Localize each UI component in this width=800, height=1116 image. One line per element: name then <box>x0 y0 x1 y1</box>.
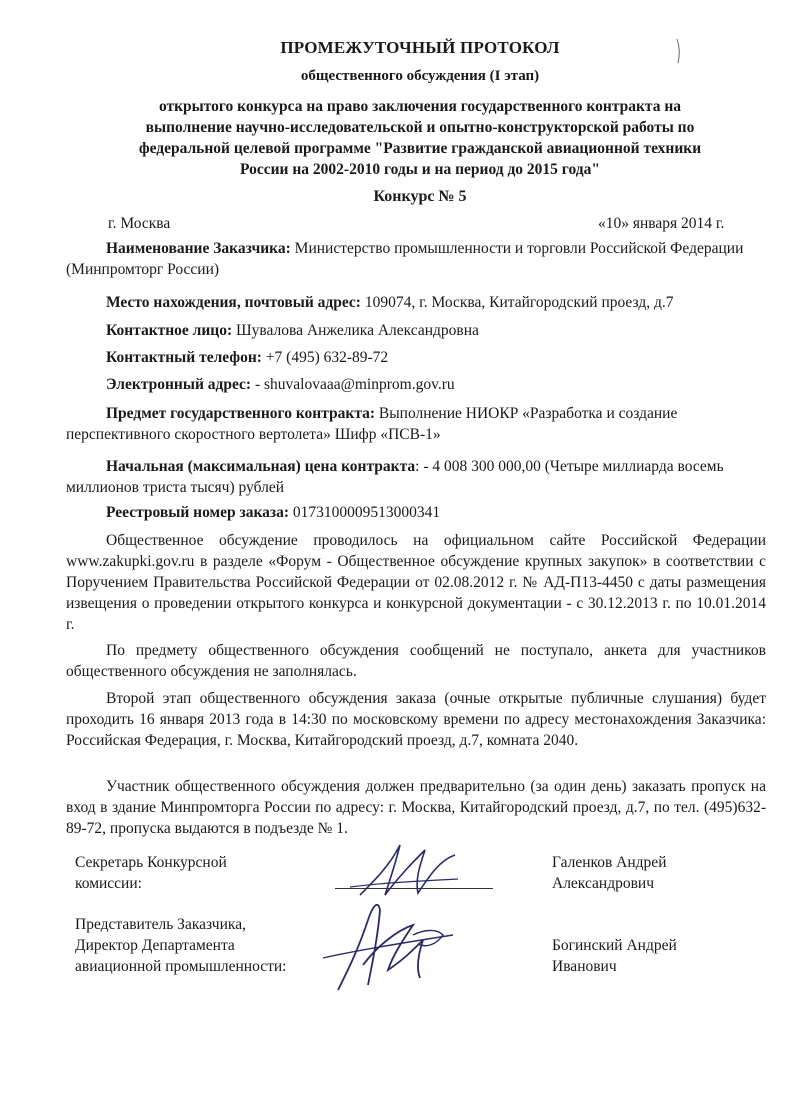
contact-field <box>66 320 766 341</box>
representative-name <box>552 935 677 977</box>
subject-line: федеральной целевой программе "Развитие гражданской авиационной техники <box>138 140 702 157</box>
address-label: Место нахождения, почтовый адрес: <box>106 294 361 311</box>
address-value: 109074, г. Москва, Китайгородский проезд, д.7 <box>364 294 674 311</box>
paragraph-discussion: Общественное обсуждение проводилось на официальном сайте Российской Федерации www.zakupki.gov.ru в разделе «Форум - Общественное обсуждение крупных закупок» в соответствии с Поручением Правительства Российской Федерации от 02.08.2012 г. № АД-П13-4450 с даты размещения извещения о проведении открытого конкурса и конкурсной документации - с 30.12.2013 г. по 10.01.2014 г. <box>66 532 766 633</box>
secretary-name <box>552 852 667 894</box>
representative-signature <box>318 890 458 1000</box>
representative-role-line: Директор Департамента <box>75 937 235 954</box>
customer-value: Министерство промышленности и торговли Российской Федерации (Минпромторг России) <box>66 240 744 278</box>
city: г. Москва <box>108 215 171 232</box>
representative-role <box>75 914 286 977</box>
subject-line: России на 2002-2010 годы и на период до 2015 года" <box>240 161 600 178</box>
secretary-name-line: Александрович <box>552 875 654 892</box>
paragraph-no-messages: По предмету общественного обсуждения сообщений не поступало, анкета для участников общественного обсуждения не заполнялась. <box>66 642 766 680</box>
price-field <box>66 456 766 498</box>
subject-line: выполнение научно-исследовательской и опытно-конструкторской работы по <box>145 119 695 136</box>
secretary-name-line: Галенков Андрей <box>552 854 667 871</box>
customer-label: Наименование Заказчика: <box>106 240 291 257</box>
registry-label: Реестровый номер заказа: <box>106 504 290 521</box>
price-label: Начальная (максимальная) цена контракта <box>106 458 416 475</box>
secretary-role-line: Секретарь Конкурсной <box>75 854 227 871</box>
contract-subject-label: Предмет государственного контракта: <box>106 405 376 422</box>
representative-role-line: Представитель Заказчика, <box>75 916 246 933</box>
email-field <box>66 374 766 395</box>
document-date: «10» января 2014 г. <box>598 215 725 232</box>
phone-value: +7 (495) 632-89-72 <box>265 349 389 366</box>
document-title: ПРОМЕЖУТОЧНЫЙ ПРОТОКОЛ <box>280 38 560 57</box>
contract-subject-field <box>66 403 766 445</box>
paragraph-pass: Участник общественного обсуждения должен предварительно (за один день) заказать пропуск на вход в здание Минпромторга России по адресу: г. Москва, Китайгородский проезд, д.7, по тел. (495)632-89-72, пропуска выдаются в подъезде № 1. <box>66 778 766 837</box>
email-label: Электронный адрес: <box>106 376 252 393</box>
paragraph-second-stage: Второй этап общественного обсуждения заказа (очные открытые публичные слушания) будет проходить 16 января 2013 года в 14:30 по московскому времени по адресу местонахождения Заказчика: Российская Федерация, г. Москва, Китайгородский проезд, д.7, комната 2040. <box>66 690 766 749</box>
registry-field <box>66 502 766 523</box>
contact-value: Шувалова Анжелика Александровна <box>236 322 479 339</box>
phone-label: Контактный телефон: <box>106 349 262 366</box>
address-field <box>66 292 766 313</box>
secretary-role-line: комиссии: <box>75 875 142 892</box>
representative-name-line: Иванович <box>552 958 617 975</box>
contact-label: Контактное лицо: <box>106 322 233 339</box>
customer-field <box>66 238 766 280</box>
lot-number: Конкурс № 5 <box>373 188 467 205</box>
registry-value: 0173100009513000341 <box>292 504 441 521</box>
secretary-role <box>75 852 227 894</box>
subject-line: открытого конкурса на право заключения государственного контракта на <box>158 98 682 115</box>
phone-field <box>66 347 766 368</box>
email-value: - shuvalovaaa@minprom.gov.ru <box>254 376 455 393</box>
contract-subject-value: Выполнение НИОКР «Разработка и создание перспективного скоростного вертолета» Шифр «ПСВ-1» <box>66 405 678 443</box>
document-subtitle: общественного обсуждения (I этап) <box>300 68 540 84</box>
price-value: : - 4 008 300 000,00 (Четыре миллиарда восемь миллионов триста тысяч) рублей <box>66 458 724 496</box>
contest-subject <box>60 96 780 180</box>
representative-role-line: авиационной промышленности: <box>75 958 287 975</box>
representative-name-line: Богинский Андрей <box>552 937 677 954</box>
